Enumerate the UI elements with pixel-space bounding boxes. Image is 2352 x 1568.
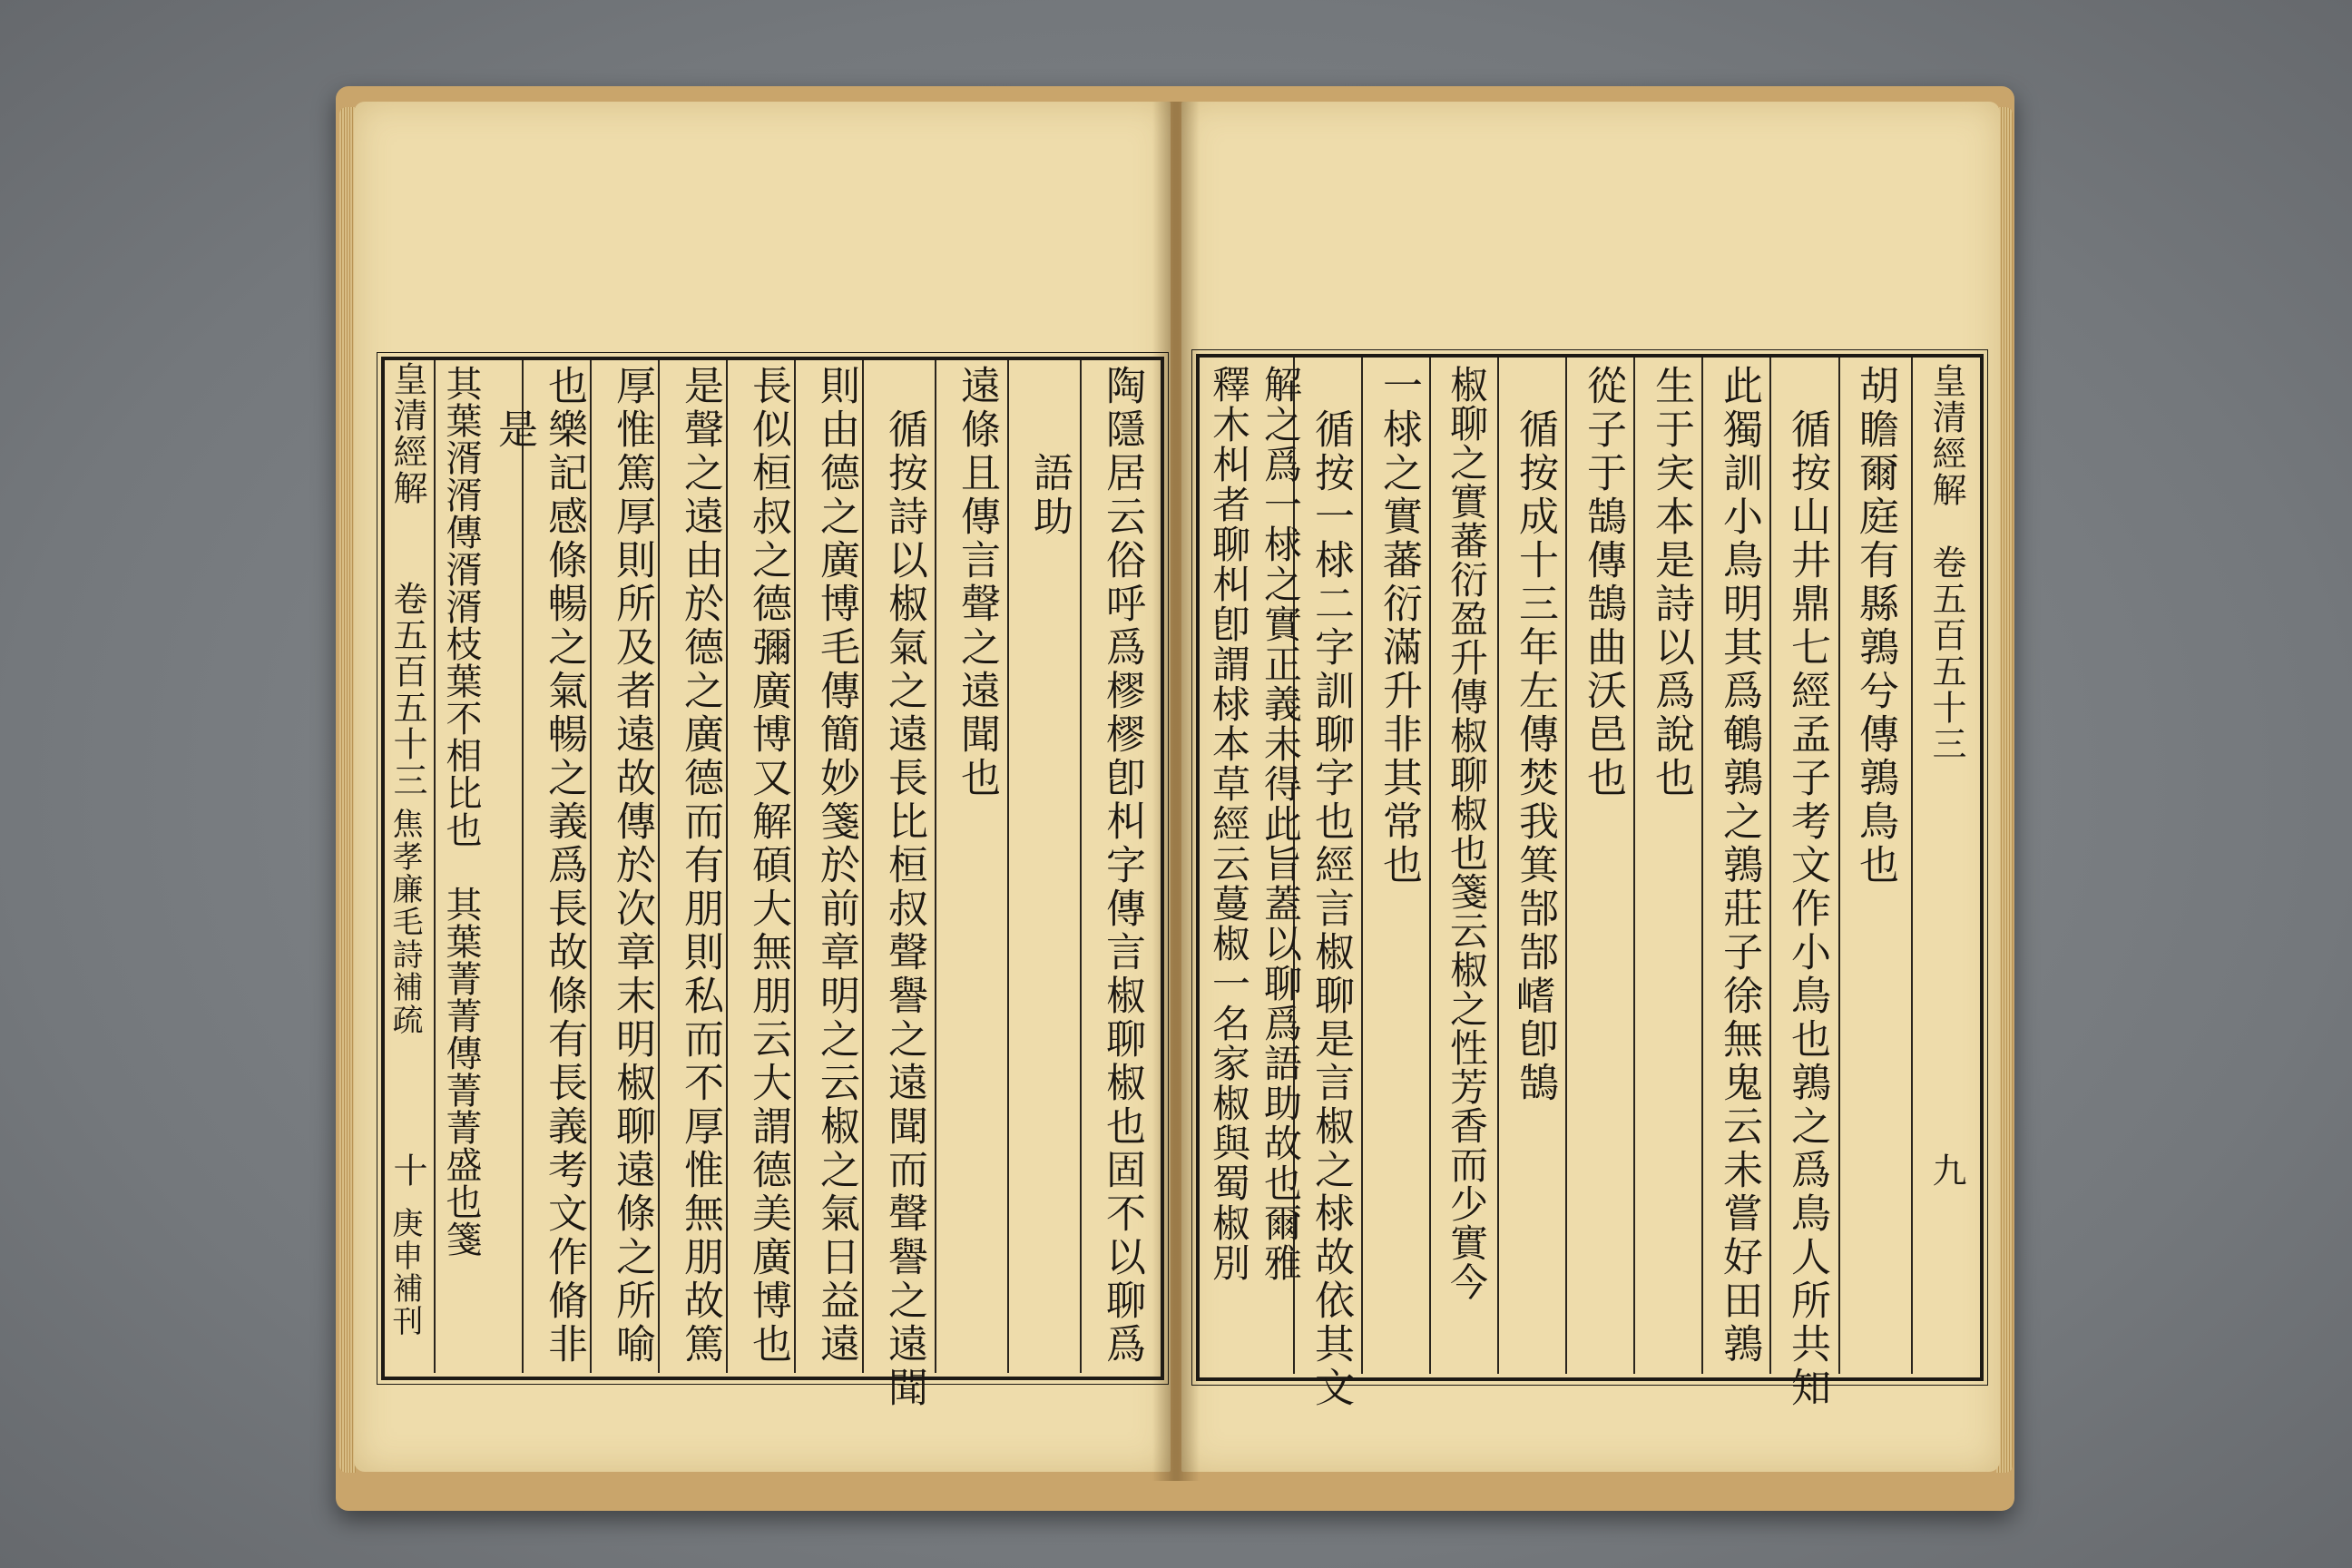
left-author-work: 焦孝廉毛詩補疏	[387, 808, 423, 1036]
left-rule-8	[590, 360, 592, 1373]
right-rule-5	[1565, 358, 1567, 1374]
left-col-6: 長似桓叔之德彌廣博又解碩大無朋云大謂德美廣博也	[745, 365, 791, 1367]
right-rule-7	[1429, 358, 1431, 1374]
left-col-2: 語助	[1026, 452, 1073, 539]
right-volume-label: 卷五百五十三	[1926, 544, 1966, 762]
left-rule-6	[726, 360, 728, 1373]
left-col-8: 厚惟篤厚則所及者遠故傳於次章末明椒聊遠條之所喻	[609, 365, 655, 1367]
left-rule-1	[1080, 360, 1082, 1373]
left-col-1: 陶隱居云俗呼爲樛樛卽朻字傳言椒聊椒也固不以聊爲	[1099, 365, 1145, 1367]
left-volume-label: 卷五百五十三	[387, 581, 427, 799]
left-rule-4	[862, 360, 864, 1373]
right-col-7: 椒聊之實蕃衍盈升傳椒聊椒也箋云椒之性芳香而少實今	[1445, 365, 1489, 1301]
left-col-9: 也樂記感條暢之氣暢之義爲長故條有長義考文作脩非	[541, 365, 587, 1367]
right-rule-2	[1769, 358, 1771, 1374]
left-col-5: 則由德之廣博毛傳簡妙箋於前章明之云椒之氣日益遠	[813, 365, 859, 1367]
right-col-1: 胡瞻爾庭有縣鶉兮傳鶉鳥也	[1852, 365, 1898, 887]
left-col-11: 其葉湑湑傳湑湑枝葉不相比也 其葉菁菁傳菁菁盛也箋	[440, 365, 482, 1258]
right-col-11: 釋木朻者聊朻卽謂梂本草經云蔓椒一名家椒與蜀椒別	[1207, 365, 1251, 1283]
right-rule-8	[1361, 358, 1363, 1374]
left-col-4: 循按詩以椒氣之遠長比桓叔聲譽之遠聞而聲譽之遠聞	[881, 408, 927, 1410]
right-rule-4	[1633, 358, 1635, 1374]
left-rule-5	[794, 360, 796, 1373]
right-colophon-rule	[1911, 358, 1913, 1374]
left-col-10: 是	[491, 408, 537, 452]
right-col-6: 循按成十三年左傳焚我箕郜郜𡺸卽鵠	[1512, 408, 1558, 1105]
left-rule-3	[935, 360, 936, 1373]
right-col-10: 解之爲一梂之實正義未得此旨蓋以聊爲語助故也爾雅	[1259, 365, 1303, 1283]
right-col-3: 此獨訓小鳥明其爲鵪鶉之鶉莊子徐無鬼云未嘗好田鶉	[1716, 365, 1762, 1367]
right-rule-3	[1701, 358, 1703, 1374]
left-book-title: 皇清經解	[387, 361, 427, 506]
left-page-number: 十	[387, 1152, 427, 1189]
right-col-9: 循按一梂二字訓聊字也經言椒聊是言椒之梂故依其文	[1308, 408, 1354, 1410]
right-col-2: 循按山井鼎七經孟子考文作小鳥也鶉之爲鳥人所共知	[1784, 408, 1830, 1410]
right-book-title: 皇清經解	[1926, 363, 1966, 508]
left-rule-7	[658, 360, 660, 1373]
right-col-4: 生于宎本是詩以爲說也	[1648, 365, 1694, 800]
left-col-7: 是聲之遠由於德之廣德而有朋則私而不厚惟無朋故篤	[677, 365, 723, 1367]
left-colophon-rule	[434, 360, 436, 1373]
left-rule-9	[522, 360, 524, 1373]
left-col-3: 遠條且傳言聲之遠聞也	[954, 365, 1000, 800]
right-rule-1	[1838, 358, 1840, 1374]
left-rule-2	[1007, 360, 1009, 1373]
left-edition: 庚申補刊	[387, 1207, 423, 1338]
right-col-8: 一梂之實蕃衍滿升非其常也	[1376, 365, 1422, 887]
right-rule-6	[1497, 358, 1499, 1374]
right-col-5: 從子于鵠傳鵠曲沃邑也	[1580, 365, 1626, 800]
right-page-number: 九	[1926, 1152, 1966, 1189]
